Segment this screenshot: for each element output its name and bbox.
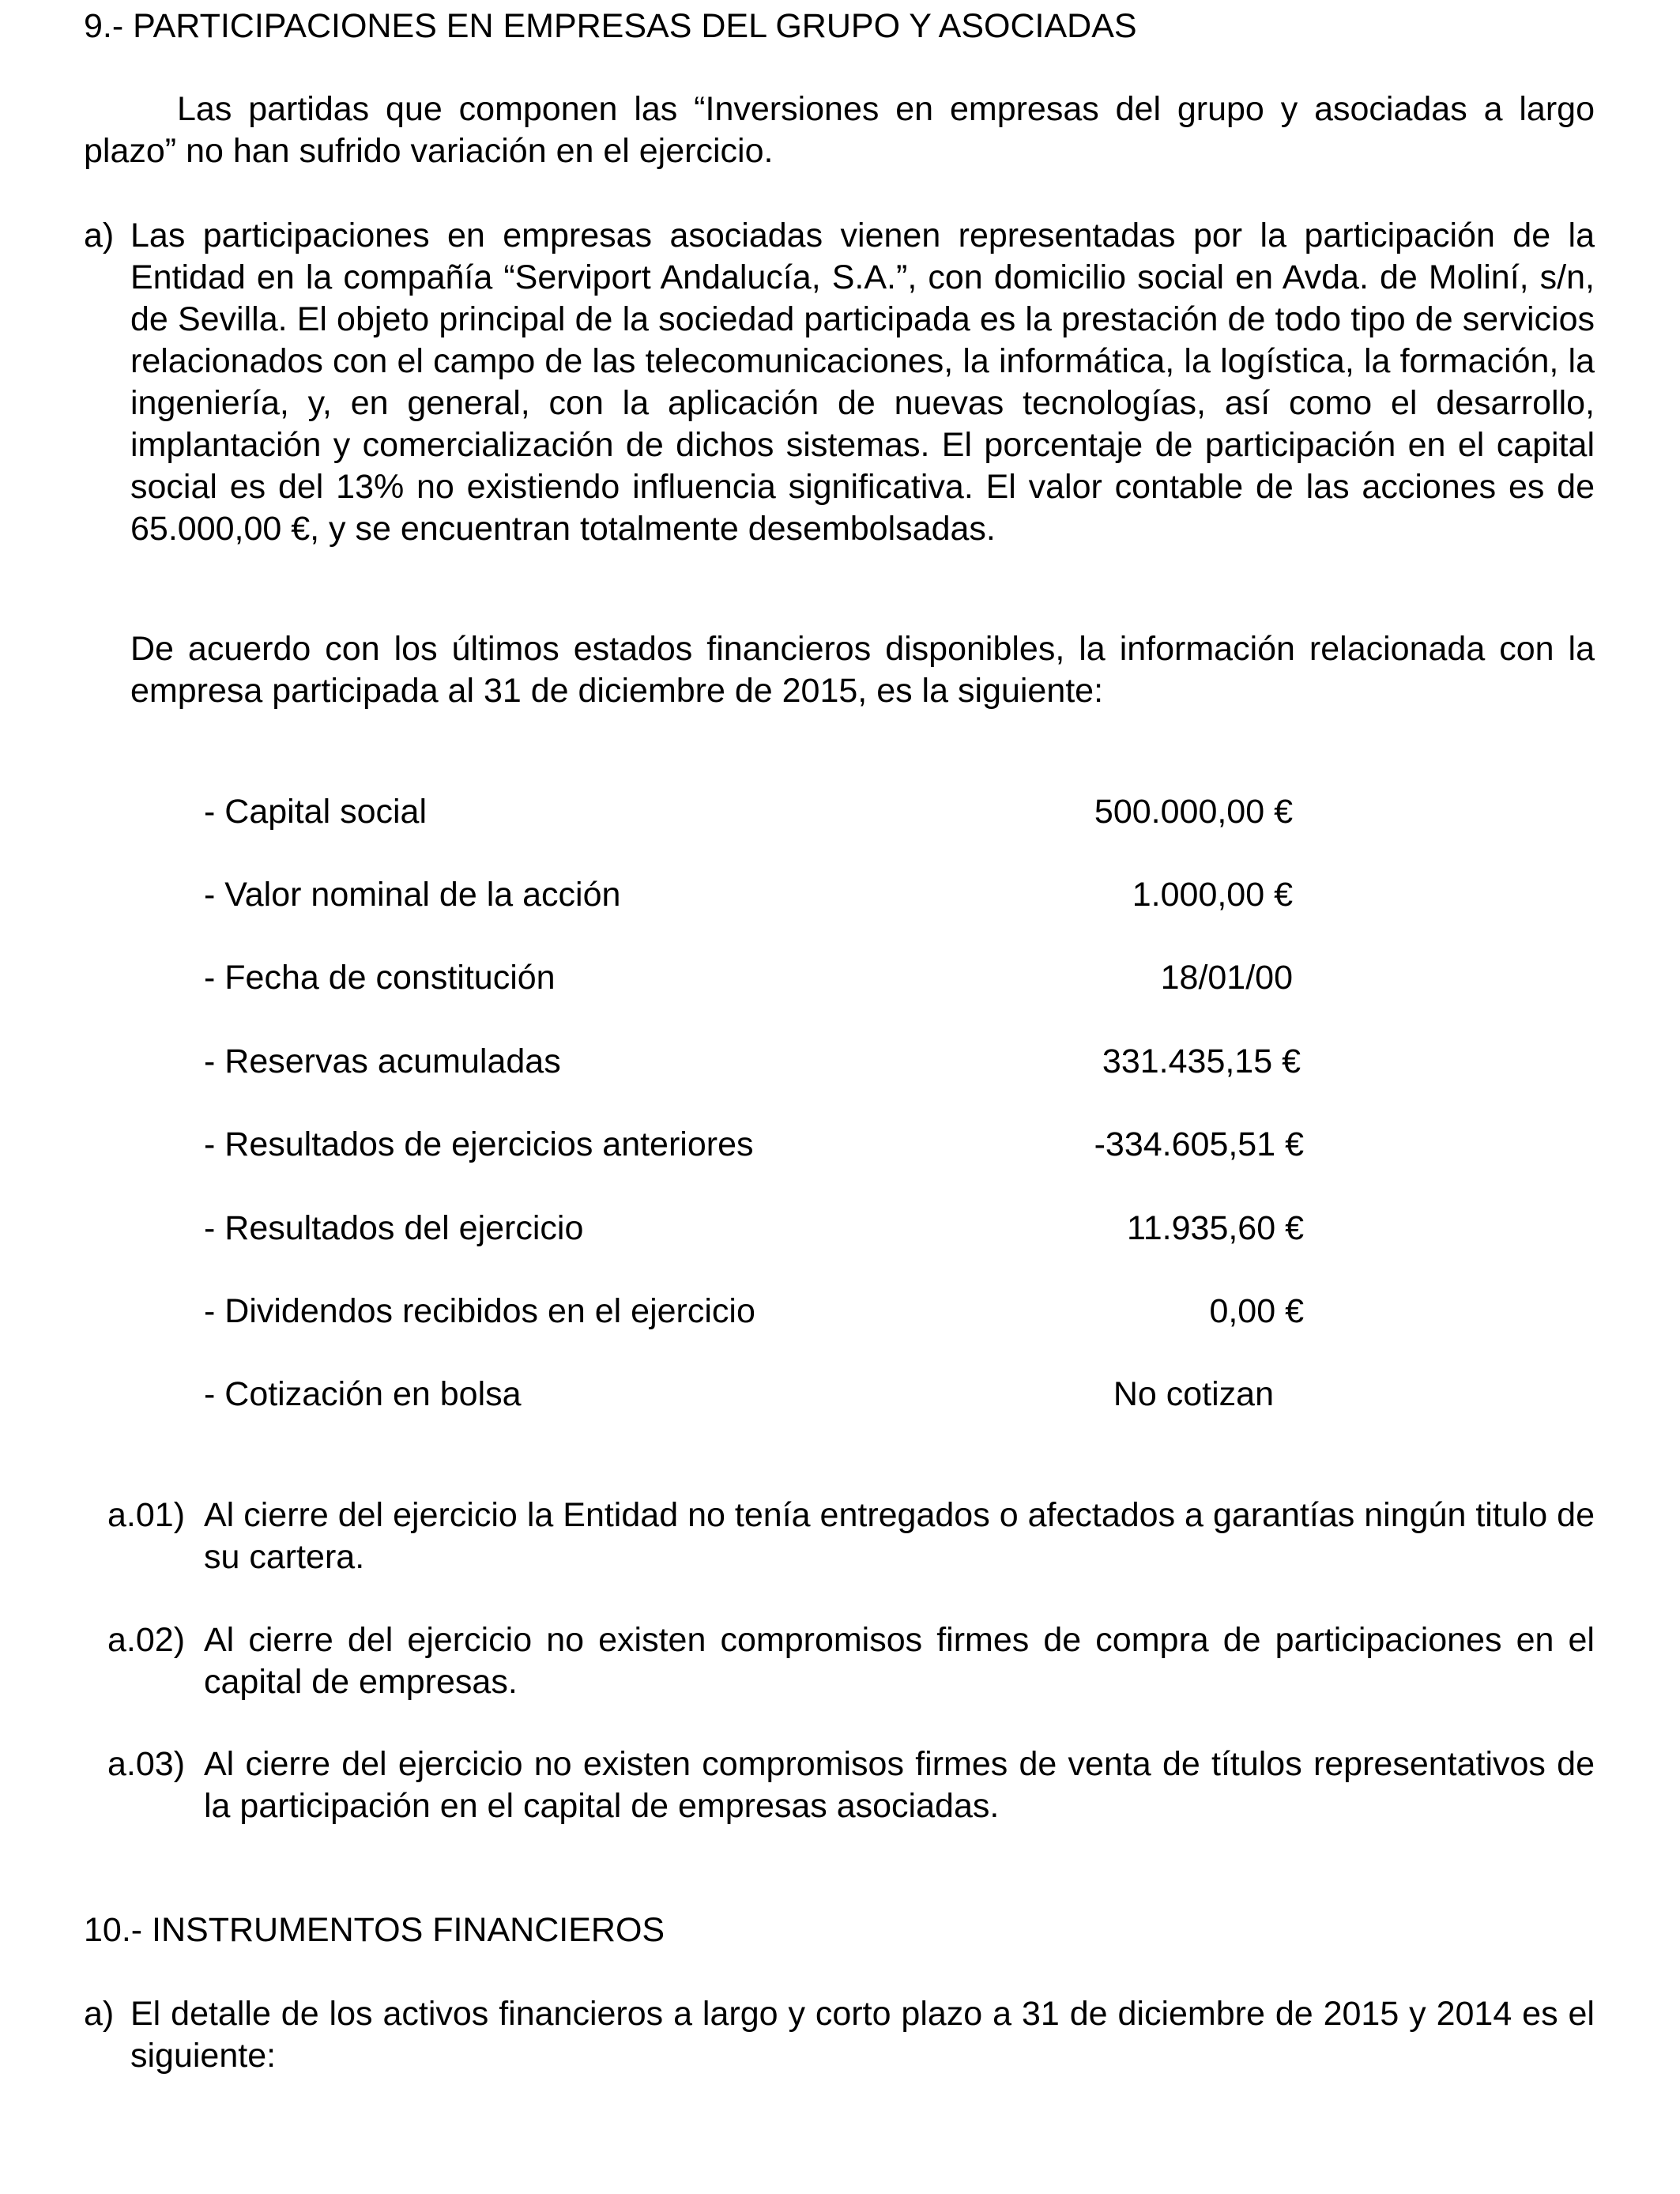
section-10-a-label: a) xyxy=(84,1995,115,2033)
subitem-a01-label: a.01) xyxy=(107,1496,186,1534)
subitem-a02-label: a.02) xyxy=(107,1621,186,1659)
section-10-heading: 10.- INSTRUMENTOS FINANCIEROS xyxy=(84,1911,665,1949)
item-a-followup: De acuerdo con los últimos estados financieros disponibles, la información relacionada con la empresa participada al 31 de diciembre de 2015, es la siguiente: xyxy=(130,630,1595,710)
info-label-resultados-ejercicio: - Resultados del ejercicio xyxy=(204,1209,584,1247)
info-label-dividendos: - Dividendos recibidos en el ejercicio xyxy=(204,1292,755,1330)
info-value-capital-social: 500.000,00 € xyxy=(1094,793,1293,831)
subitem-a03-label: a.03) xyxy=(107,1745,186,1783)
info-value-resultados-ejercicio: 11.935,60 € xyxy=(1127,1209,1304,1247)
info-label-valor-nominal: - Valor nominal de la acción xyxy=(204,876,621,914)
item-a-text: Las participaciones en empresas asociadas vienen representadas por la participación de la Entidad en la compañía “Serviport Andalucía, S.A.”, con domicilio social en Avda. de Moliní, s/n, de Sevilla. El objeto principal de la sociedad participada es la prestación de todo tipo de servicios relacionados con el campo de las telecomunicaciones, la informática, la logística, la formación, la ingeniería, y, en general, con la aplicación de nuevas tecnologías, así como el desarrollo, implantación y comercialización de dichos sistemas. El porcentaje de participación en el capital social es del 13% no existiendo influencia significativa. El valor contable de las acciones es de 65.000,00 €, y se encuentran totalmente desembolsadas. xyxy=(130,217,1595,548)
info-label-reservas: - Reservas acumuladas xyxy=(204,1042,561,1080)
section-10-a-text: El detalle de los activos financieros a largo y corto plazo a 31 de diciembre de 2015 y 2014 es el siguiente: xyxy=(130,1995,1595,2075)
info-value-dividendos: 0,00 € xyxy=(1209,1292,1304,1330)
info-value-valor-nominal: 1.000,00 € xyxy=(1132,876,1293,914)
info-value-resultados-anteriores: -334.605,51 € xyxy=(1094,1125,1304,1163)
item-a-label: a) xyxy=(84,217,115,254)
info-value-fecha-constitucion: 18/01/00 xyxy=(1160,959,1293,997)
section-9-intro: Las partidas que componen las “Inversiones en empresas del grupo y asociadas a largo plazo” no han sufrido variación en el ejercicio. xyxy=(84,90,1595,170)
info-label-resultados-anteriores: - Resultados de ejercicios anteriores xyxy=(204,1125,754,1163)
subitem-a01-text: Al cierre del ejercicio la Entidad no tenía entregados o afectados a garantías ningún titulo de su cartera. xyxy=(204,1496,1595,1576)
info-label-capital-social: - Capital social xyxy=(204,793,427,831)
info-label-fecha-constitucion: - Fecha de constitución xyxy=(204,959,556,997)
info-value-reservas: 331.435,15 € xyxy=(1102,1042,1301,1080)
info-label-cotizacion: - Cotización en bolsa xyxy=(204,1375,522,1413)
section-9-heading: 9.- PARTICIPACIONES EN EMPRESAS DEL GRUPO Y ASOCIADAS xyxy=(84,7,1137,45)
subitem-a03-text: Al cierre del ejercicio no existen compromisos firmes de venta de títulos representativos de la participación en el capital de empresas asociadas. xyxy=(204,1745,1595,1825)
info-value-cotizacion: No cotizan xyxy=(1113,1375,1274,1413)
subitem-a02-text: Al cierre del ejercicio no existen compromisos firmes de compra de participaciones en el capital de empresas. xyxy=(204,1621,1595,1701)
